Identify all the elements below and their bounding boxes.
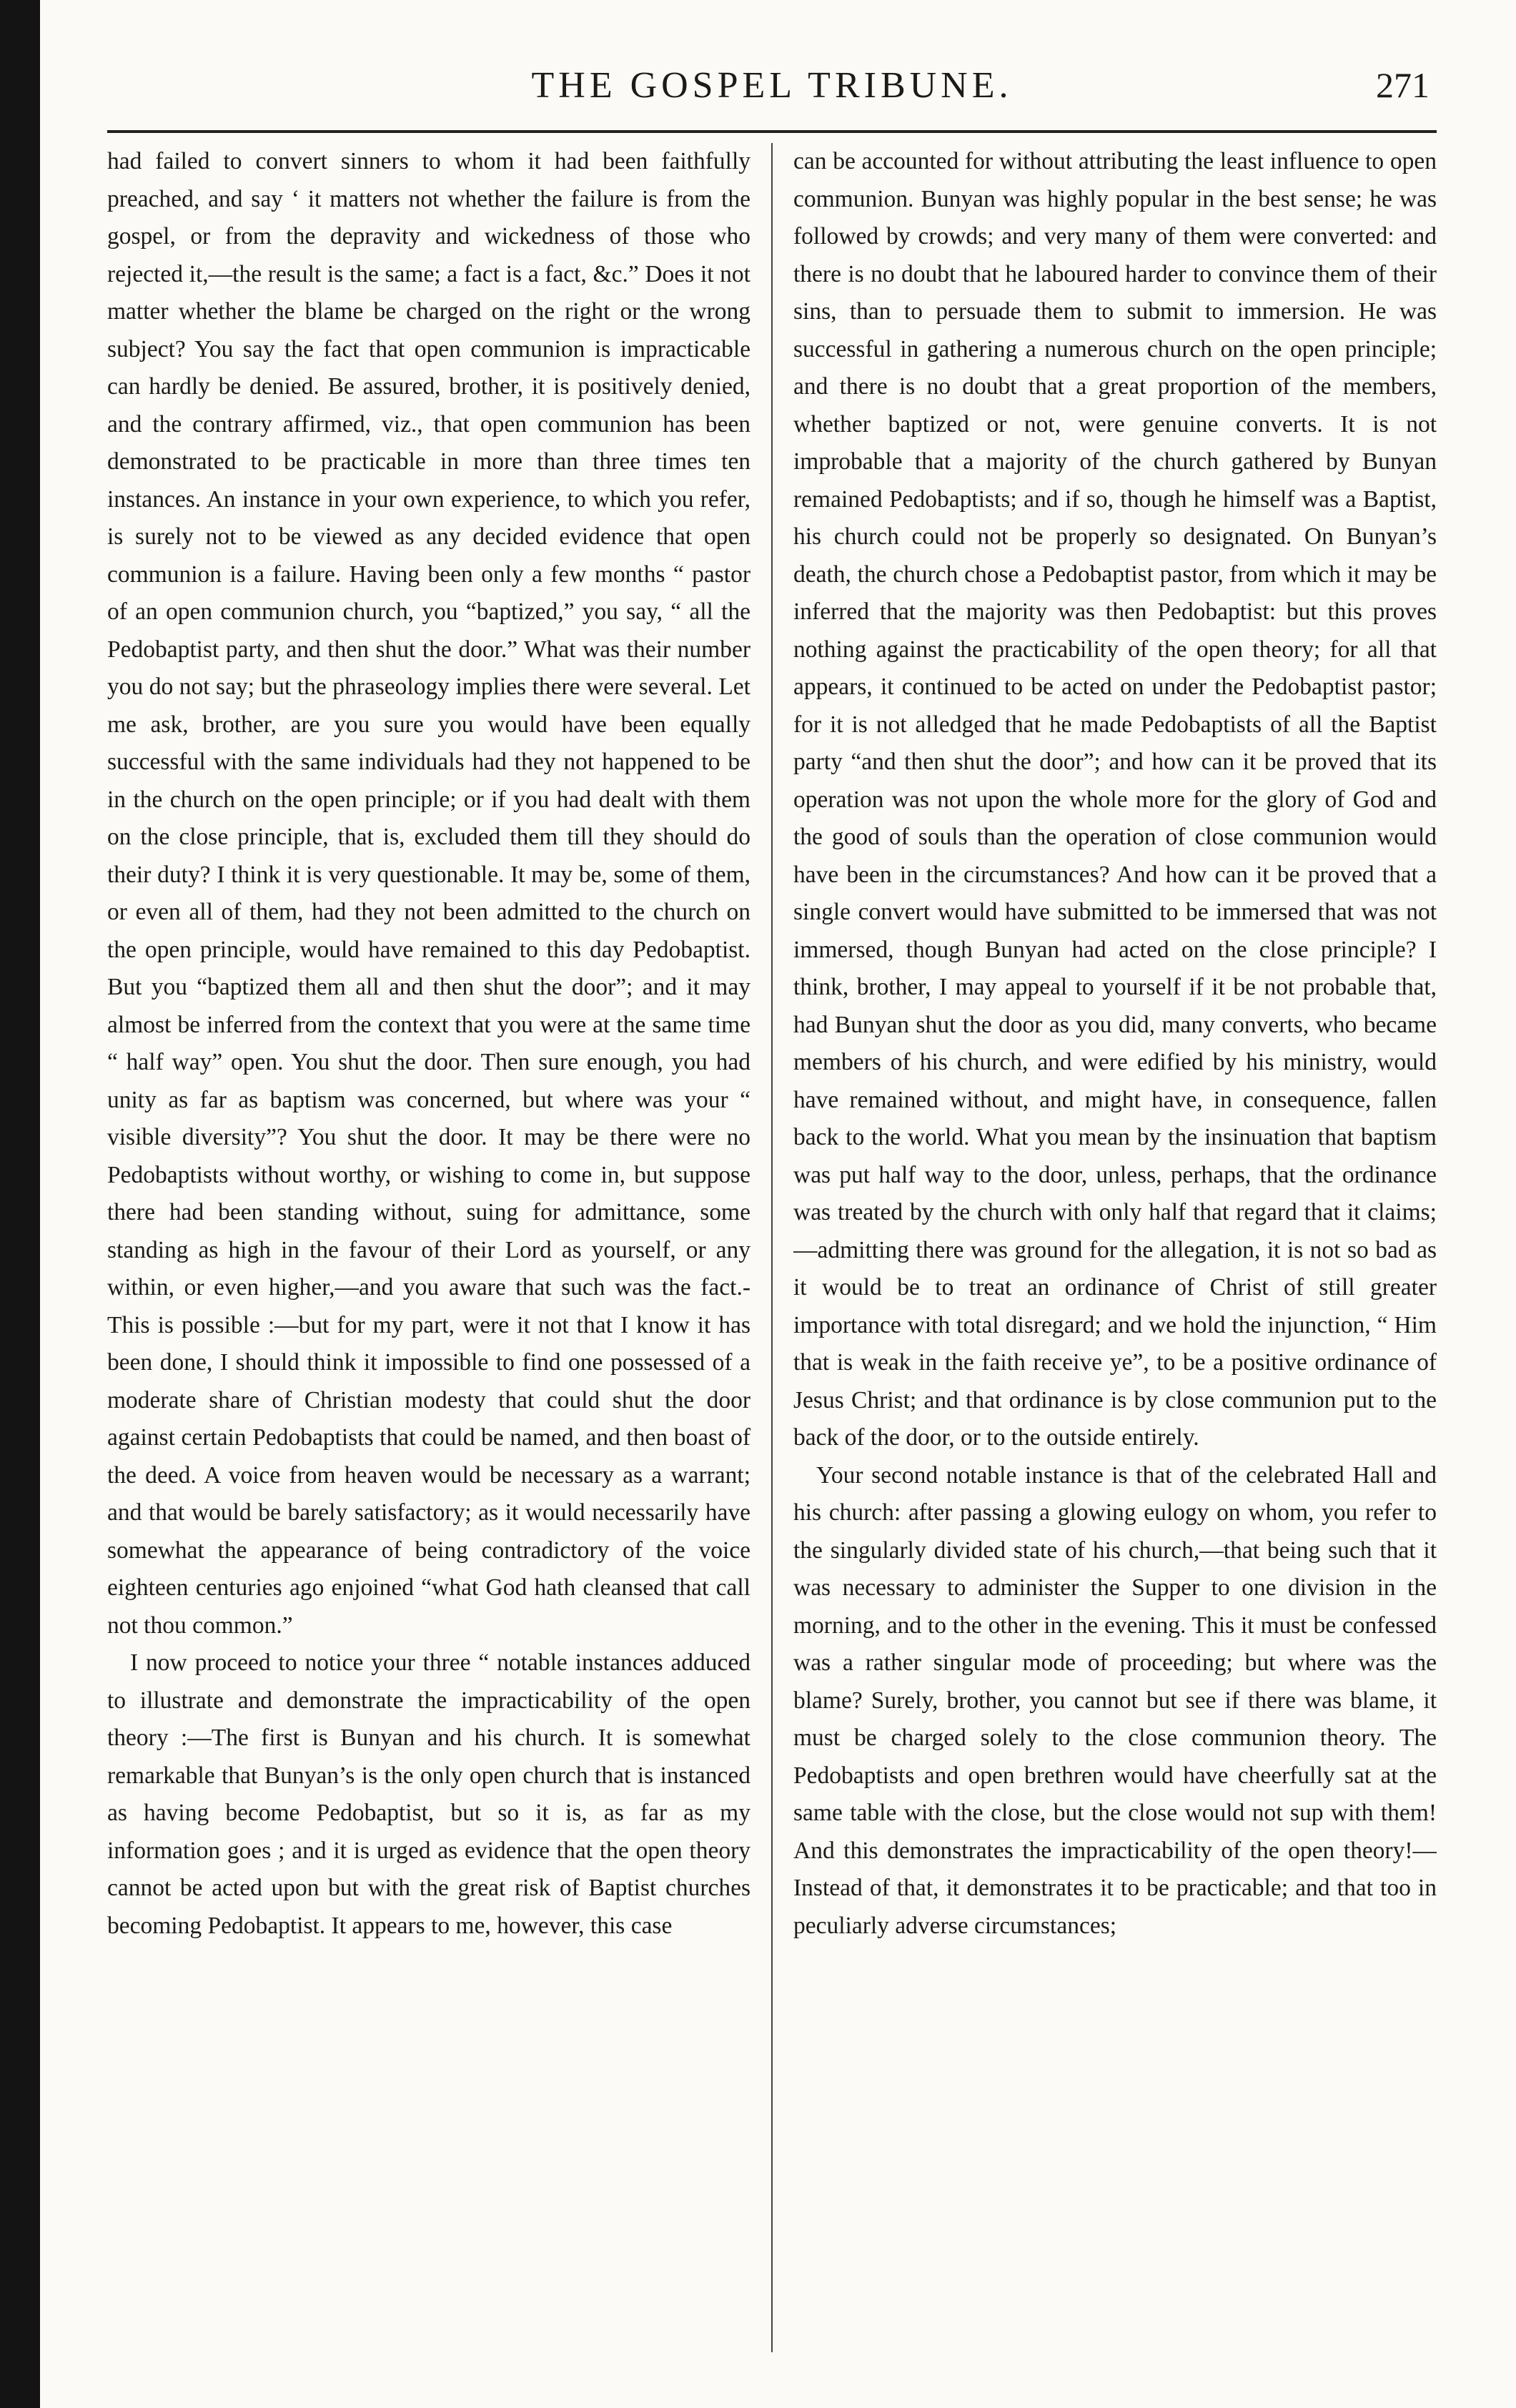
page-binding-edge (0, 0, 40, 2408)
left-paragraph-1: had failed to convert sinners to whom it had been faithfully preached, and say ‘ it matters not whether the failure is from the gospel, or from the depravity and wickedness of those who rejected it,—the result is the same; a fact is a fact, &c.” Does it not matter whether the blame be charged on the right or the wrong subject? You say the fact that open communion is impracticable can hardly be denied. Be assured, brother, it is positively denied, and the contrary affirmed, viz., that open communion has been demonstrated to be practicable in more than three times ten instances. An instance in your own experience, to which you refer, is surely not to be viewed as any decided evidence that open communion is a failure. Having been only a few months “ pastor of an open communion church, you “baptized,” you say, “ all the Pedobaptist party, and then shut the door.” What was their number you do not say; but the phraseology implies there were several. Let me ask, brother, are you sure you would have been equally successful with the same individuals had they not happened to be in the church on the open principle; or if you had dealt with them on the close principle, that is, excluded them till they should do their duty? I think it is very questionable. It may be, some of them, or even all of them, had they not been admitted to the church on the open principle, would have remained to this day Pedobaptist. But you “baptized them all and then shut the door”; and it may almost be inferred from the context that you were at the same time “ half way” open. You shut the door. Then sure enough, you had unity as far as baptism was concerned, but where was your “ visible diversity”? You shut the door. It may be there were no Pedobaptists without worthy, or wishing to come in, but suppose there had been standing without, suing for admittance, some standing as high in the favour of their Lord as yourself, or any within, or even higher,—and you aware that such was the fact.- This is possible :—but for my part, were it not that I know it has been done, I should think it impossible to find one possessed of a moderate share of Christian modesty that could shut the door against certain Pedobaptists that could be named, and then boast of the deed. A voice from heaven would be necessary as a warrant; and that would be barely satisfactory; as it would necessarily have somewhat the appearance of being contradictory of the voice eighteen centuries ago enjoined “what God hath cleansed that call not thou common.” (107, 148, 750, 1639)
page-number: 271 (1376, 65, 1430, 105)
right-paragraph-2: Your second notable instance is that of the celebrated Hall and his church: after passing a glowing eulogy on whom, you refer to the singularly divided state of his church,—that being such that it was necessary to administer the Supper to one division in the morning, and to the other in the evening. This it must be confessed was a rather singular mode of proceeding; but where was the blame? Surely, brother, you cannot but see if there was blame, it must be charged solely to the close communion theory. The Pedobaptists and open brethren would have cheerfully sat at the same table with the close, but the close would not sup with them! And this demonstrates the impracticability of the open theory!—Instead of that, it demonstrates it to be practicable; and that too in peculiarly adverse circumstances; (793, 1461, 1437, 1939)
book-page (107, 43, 1437, 2374)
column-divider (771, 143, 773, 2352)
left-paragraph-2: I now proceed to notice your three “ notable instances adduced to illustrate and demonstrate the impracticability of the open theory :—The first is Bunyan and his church. It is somewhat remarkable that Bunyan’s is the only open church that is instanced as having become Pedobaptist, but so it is, as far as my information goes ; and it is urged as evidence that the open theory cannot be acted upon but with the great risk of Baptist churches becoming Pedobaptist. It appears to me, however, this case (107, 1649, 750, 1939)
left-column (107, 143, 750, 2352)
header-rule (107, 130, 1437, 133)
text-columns (107, 143, 1437, 2352)
page-header (107, 64, 1437, 122)
running-title: THE GOSPEL TRIBUNE. (531, 65, 1013, 106)
right-column (793, 143, 1437, 2352)
right-paragraph-1: can be accounted for without attributing the least influence to open communion. Bunyan was highly popular in the best sense; he was followed by crowds; and very many of them were converted: and there is no doubt that he laboured harder to convince them of their sins, than to persuade them to submit to immersion. He was successful in gathering a numerous church on the open principle; and there is no doubt that a great proportion of the members, whether baptized or not, were genuine converts. It is not improbable that a majority of the church gathered by Bunyan remained Pedobaptists; and if so, though he himself was a Baptist, his church could not be properly so designated. On Bunyan’s death, the church chose a Pedobaptist pastor, from which it may be inferred that the majority was then Pedobaptist: but this proves nothing against the practicability of the open theory; for all that appears, it continued to be acted on under the Pedobaptist pastor; for it is not alledged that he made Pedobaptists of all the Baptist party “and then shut the door”; and how can it be proved that its operation was not upon the whole more for the glory of God and the good of souls than the operation of close communion would have been in the circumstances? And how can it be proved that a single convert would have submitted to be immersed that was not immersed, though Bunyan had acted on the close principle? I think, brother, I may appeal to yourself if it be not probable that, had Bunyan shut the door as you did, many converts, who became members of his church, and were edified by his ministry, would have remained without, and might have, in consequence, fallen back to the world. What you mean by the insinuation that baptism was put half way to the door, unless, perhaps, that the ordinance was treated by the church with only half that regard that it claims;—admitting there was ground for the allegation, it is not so bad as it would be to treat an ordinance of Christ of still greater importance with total disregard; and we hold the injunction, “ Him that is weak in the faith receive ye”, to be a positive ordinance of Jesus Christ; and that ordinance is by close communion put to the back of the door, or to the outside entirely. (793, 148, 1437, 1451)
